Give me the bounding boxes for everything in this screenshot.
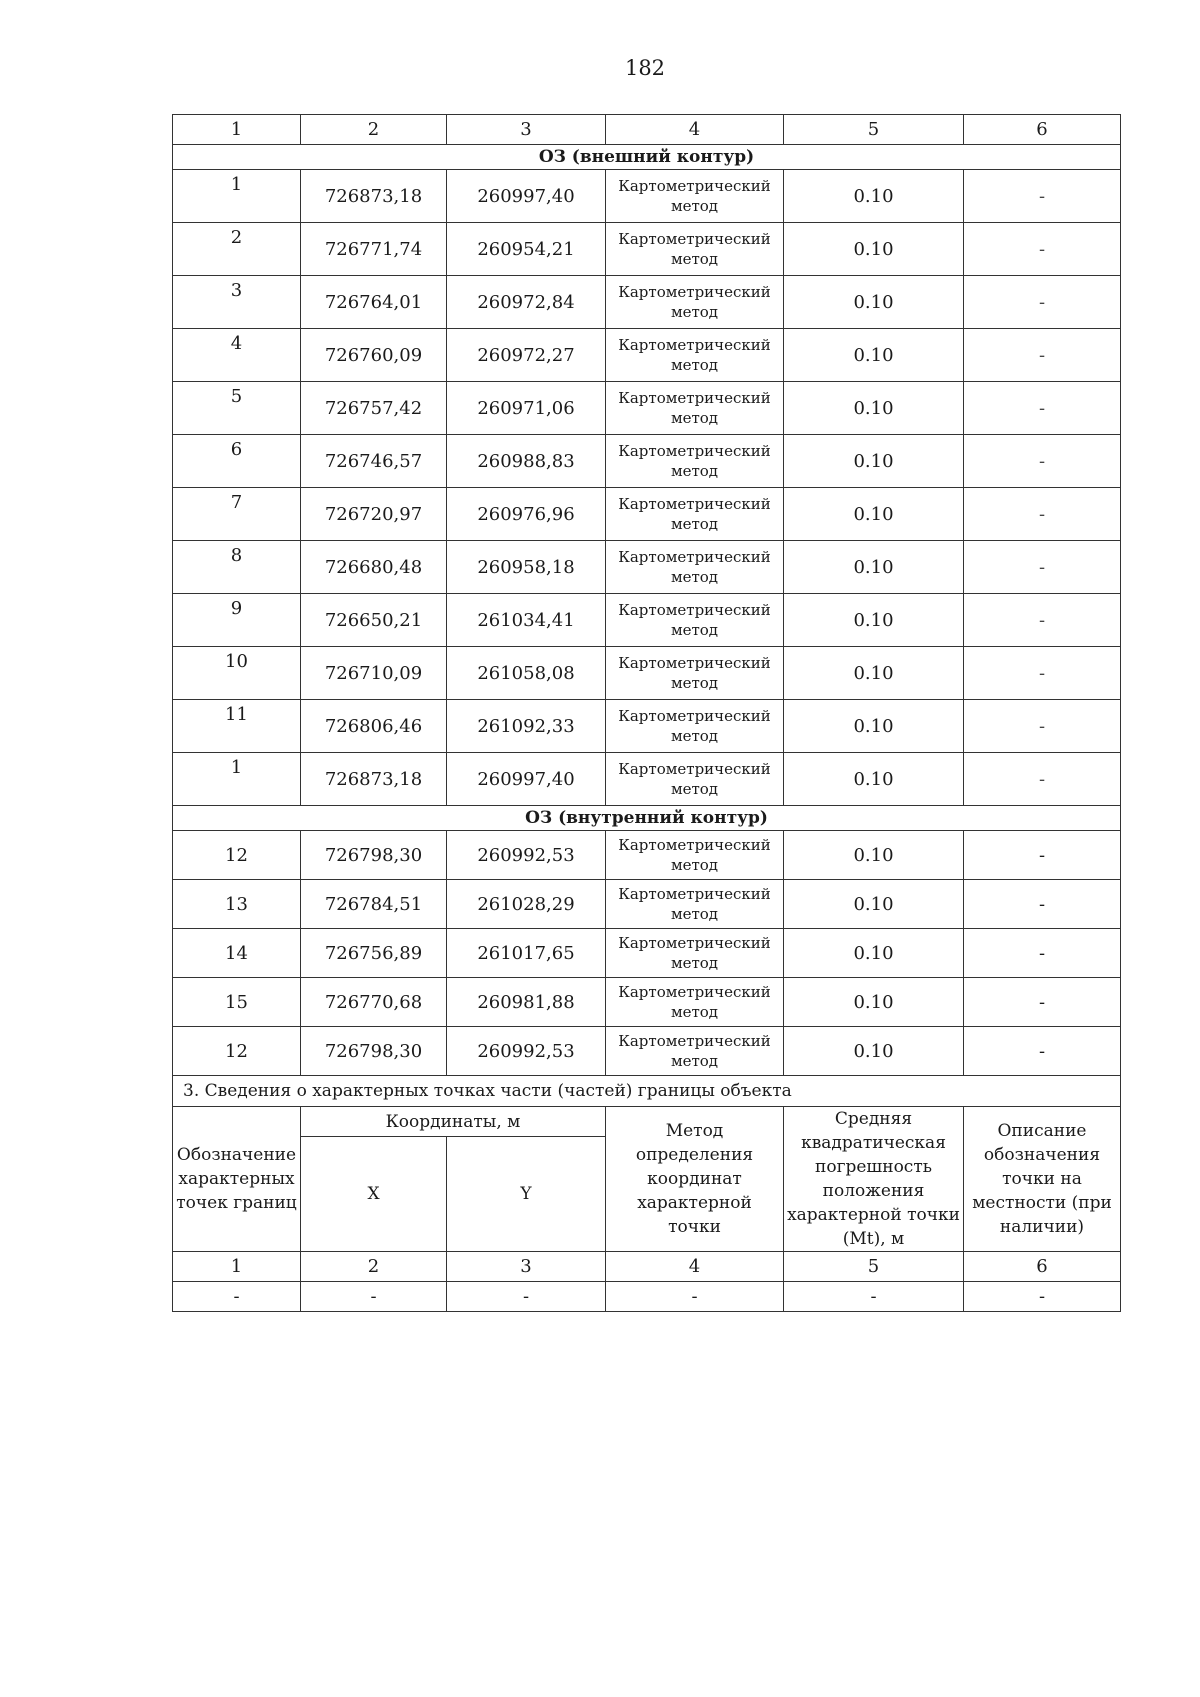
error-value: 0.10 [784, 329, 964, 382]
method-line: Картометрический [618, 177, 771, 195]
error-value: 0.10 [784, 647, 964, 700]
y-coordinate: 261058,08 [447, 647, 606, 700]
x-coordinate: 726784,51 [301, 880, 447, 929]
method-line: Картометрический [618, 283, 771, 301]
column-number: 6 [964, 115, 1121, 145]
description-cell: - [964, 170, 1121, 223]
table-row [173, 880, 1121, 929]
table-row [173, 1027, 1121, 1076]
point-number: 15 [173, 978, 301, 1027]
table-row [173, 170, 1121, 223]
method-cell [606, 700, 784, 753]
error-value: 0.10 [784, 978, 964, 1027]
method-line: Картометрический [618, 836, 771, 854]
header-line: (Mt), м [842, 1229, 905, 1249]
method-line: Картометрический [618, 601, 771, 619]
description-cell: - [964, 978, 1121, 1027]
column-number: 1 [173, 1252, 301, 1282]
table-row [173, 329, 1121, 382]
header-line: характерных [178, 1169, 295, 1189]
table-row [173, 647, 1121, 700]
description-header [964, 1107, 1121, 1252]
description-cell: - [964, 488, 1121, 541]
x-coordinate: 726798,30 [301, 831, 447, 880]
method-line: Картометрический [618, 1032, 771, 1050]
point-number: 10 [173, 647, 301, 700]
outer-contour-header-row [173, 145, 1121, 170]
method-cell [606, 647, 784, 700]
description-cell: - [964, 435, 1121, 488]
method-line: Картометрический [618, 707, 771, 725]
header-line: Средняя [834, 1109, 913, 1129]
description-cell: - [964, 1027, 1121, 1076]
point-number: 5 [173, 382, 301, 435]
y-header: Y [447, 1137, 606, 1252]
y-coordinate: 260992,53 [447, 1027, 606, 1076]
x-coordinate: 726771,74 [301, 223, 447, 276]
column-number: 4 [606, 115, 784, 145]
header-line: определения [635, 1145, 754, 1165]
x-coordinate: 726770,68 [301, 978, 447, 1027]
table-row [173, 929, 1121, 978]
method-cell [606, 488, 784, 541]
header-line: Метод [665, 1121, 724, 1141]
coordinates-table [172, 114, 1121, 1312]
error-value: 0.10 [784, 753, 964, 806]
method-line: Картометрический [618, 336, 771, 354]
method-line: метод [670, 621, 719, 639]
point-number: 2 [173, 223, 301, 276]
column-number: 6 [964, 1252, 1121, 1282]
method-cell [606, 223, 784, 276]
description-cell: - [964, 753, 1121, 806]
header-line: координат [647, 1169, 742, 1189]
description-cell: - [964, 594, 1121, 647]
empty-cell: - [784, 1282, 964, 1312]
error-value: 0.10 [784, 1027, 964, 1076]
y-coordinate: 260954,21 [447, 223, 606, 276]
method-cell [606, 170, 784, 223]
method-line: метод [670, 905, 719, 923]
description-cell: - [964, 700, 1121, 753]
error-value: 0.10 [784, 700, 964, 753]
method-cell [606, 978, 784, 1027]
header-line: Описание [997, 1121, 1087, 1141]
method-cell [606, 831, 784, 880]
section3-caption: 3. Сведения о характерных точках части (частей) границы объекта [173, 1076, 1121, 1107]
y-coordinate: 261034,41 [447, 594, 606, 647]
table-row [173, 382, 1121, 435]
x-coordinate: 726873,18 [301, 170, 447, 223]
header-line: местности (при [972, 1193, 1112, 1213]
method-line: Картометрический [618, 548, 771, 566]
error-value: 0.10 [784, 541, 964, 594]
x-coordinate: 726873,18 [301, 753, 447, 806]
method-line: метод [670, 1003, 719, 1021]
header-line: характерной точки [787, 1205, 960, 1225]
header-line: погрешность [815, 1157, 932, 1177]
column-number-row [173, 115, 1121, 145]
empty-cell: - [606, 1282, 784, 1312]
method-cell [606, 329, 784, 382]
method-line: Картометрический [618, 495, 771, 513]
method-line: Картометрический [618, 983, 771, 1001]
header-line: положения [822, 1181, 925, 1201]
method-line: метод [670, 462, 719, 480]
table-row [173, 488, 1121, 541]
method-line: метод [670, 727, 719, 745]
column-number: 2 [301, 115, 447, 145]
y-coordinate: 261028,29 [447, 880, 606, 929]
method-line: Картометрический [618, 885, 771, 903]
y-coordinate: 260997,40 [447, 753, 606, 806]
point-number: 6 [173, 435, 301, 488]
column-number: 5 [784, 115, 964, 145]
method-cell [606, 541, 784, 594]
table-row [173, 435, 1121, 488]
error-value: 0.10 [784, 435, 964, 488]
table-row [173, 831, 1121, 880]
point-number: 12 [173, 831, 301, 880]
column-number: 1 [173, 115, 301, 145]
method-line: Картометрический [618, 654, 771, 672]
header-line: точки [668, 1217, 721, 1237]
table-row [173, 594, 1121, 647]
error-value: 0.10 [784, 170, 964, 223]
error-value: 0.10 [784, 488, 964, 541]
method-line: метод [670, 515, 719, 533]
method-line: метод [670, 674, 719, 692]
method-line: метод [670, 568, 719, 586]
error-value: 0.10 [784, 276, 964, 329]
method-line: Картометрический [618, 230, 771, 248]
error-value: 0.10 [784, 594, 964, 647]
empty-cell: - [964, 1282, 1121, 1312]
description-cell: - [964, 382, 1121, 435]
table-row [173, 223, 1121, 276]
inner-contour-header-row [173, 806, 1121, 831]
method-cell [606, 1027, 784, 1076]
section3-caption-row [173, 1076, 1121, 1107]
y-coordinate: 260992,53 [447, 831, 606, 880]
method-line: метод [670, 303, 719, 321]
point-number: 4 [173, 329, 301, 382]
method-line: метод [670, 250, 719, 268]
column-number: 2 [301, 1252, 447, 1282]
method-line: метод [670, 409, 719, 427]
x-coordinate: 726764,01 [301, 276, 447, 329]
x-coordinate: 726756,89 [301, 929, 447, 978]
description-cell: - [964, 647, 1121, 700]
point-number: 14 [173, 929, 301, 978]
section3-column-number-row [173, 1252, 1121, 1282]
point-number: 7 [173, 488, 301, 541]
point-number: 3 [173, 276, 301, 329]
page-number: 182 [624, 56, 666, 80]
error-value: 0.10 [784, 382, 964, 435]
x-coordinate: 726720,97 [301, 488, 447, 541]
y-coordinate: 260972,84 [447, 276, 606, 329]
point-number: 12 [173, 1027, 301, 1076]
point-number: 1 [173, 753, 301, 806]
table-row [173, 541, 1121, 594]
method-cell [606, 753, 784, 806]
table-row [173, 753, 1121, 806]
x-coordinate: 726746,57 [301, 435, 447, 488]
section3-empty-row [173, 1282, 1121, 1312]
description-cell: - [964, 329, 1121, 382]
x-coordinate: 726760,09 [301, 329, 447, 382]
description-cell: - [964, 541, 1121, 594]
y-coordinate: 260997,40 [447, 170, 606, 223]
column-number: 4 [606, 1252, 784, 1282]
point-number: 8 [173, 541, 301, 594]
description-cell: - [964, 880, 1121, 929]
header-line: Обозначение [176, 1145, 297, 1165]
error-header [784, 1107, 964, 1252]
header-line: квадратическая [801, 1133, 946, 1153]
method-line: метод [670, 1052, 719, 1070]
inner-contour-title: ОЗ (внутренний контур) [173, 806, 1121, 831]
error-value: 0.10 [784, 831, 964, 880]
header-line: обозначения [983, 1145, 1101, 1165]
y-coordinate: 261017,65 [447, 929, 606, 978]
header-line: характерной [637, 1193, 752, 1213]
header-line: точки на [1002, 1169, 1082, 1189]
method-line: Картометрический [618, 760, 771, 778]
description-cell: - [964, 831, 1121, 880]
description-cell: - [964, 929, 1121, 978]
point-number: 11 [173, 700, 301, 753]
point-number: 13 [173, 880, 301, 929]
method-line: метод [670, 197, 719, 215]
method-line: метод [670, 356, 719, 374]
y-coordinate: 260972,27 [447, 329, 606, 382]
table-row [173, 700, 1121, 753]
y-coordinate: 261092,33 [447, 700, 606, 753]
x-coordinate: 726680,48 [301, 541, 447, 594]
method-cell [606, 435, 784, 488]
outer-contour-title: ОЗ (внешний контур) [173, 145, 1121, 170]
error-value: 0.10 [784, 223, 964, 276]
method-line: Картометрический [618, 934, 771, 952]
column-number: 3 [447, 115, 606, 145]
method-line: метод [670, 954, 719, 972]
method-cell [606, 929, 784, 978]
x-coordinate: 726710,09 [301, 647, 447, 700]
table-row [173, 978, 1121, 1027]
x-coordinate: 726798,30 [301, 1027, 447, 1076]
empty-cell: - [301, 1282, 447, 1312]
header-line: точек границ [176, 1193, 297, 1213]
section3-header-row-1 [173, 1107, 1121, 1137]
point-number: 9 [173, 594, 301, 647]
method-cell [606, 880, 784, 929]
coordinates-header: Координаты, м [301, 1107, 606, 1137]
point-number: 1 [173, 170, 301, 223]
column-number: 3 [447, 1252, 606, 1282]
error-value: 0.10 [784, 929, 964, 978]
table-row [173, 276, 1121, 329]
method-header [606, 1107, 784, 1252]
y-coordinate: 260976,96 [447, 488, 606, 541]
method-cell [606, 382, 784, 435]
x-coordinate: 726806,46 [301, 700, 447, 753]
method-line: метод [670, 780, 719, 798]
description-cell: - [964, 276, 1121, 329]
method-cell [606, 276, 784, 329]
method-line: Картометрический [618, 442, 771, 460]
x-header: X [301, 1137, 447, 1252]
y-coordinate: 260971,06 [447, 382, 606, 435]
error-value: 0.10 [784, 880, 964, 929]
designation-header [173, 1107, 301, 1252]
method-cell [606, 594, 784, 647]
y-coordinate: 260958,18 [447, 541, 606, 594]
empty-cell: - [173, 1282, 301, 1312]
method-line: Картометрический [618, 389, 771, 407]
method-line: метод [670, 856, 719, 874]
description-cell: - [964, 223, 1121, 276]
y-coordinate: 260988,83 [447, 435, 606, 488]
empty-cell: - [447, 1282, 606, 1312]
column-number: 5 [784, 1252, 964, 1282]
header-line: наличии) [999, 1217, 1085, 1237]
y-coordinate: 260981,88 [447, 978, 606, 1027]
x-coordinate: 726757,42 [301, 382, 447, 435]
x-coordinate: 726650,21 [301, 594, 447, 647]
